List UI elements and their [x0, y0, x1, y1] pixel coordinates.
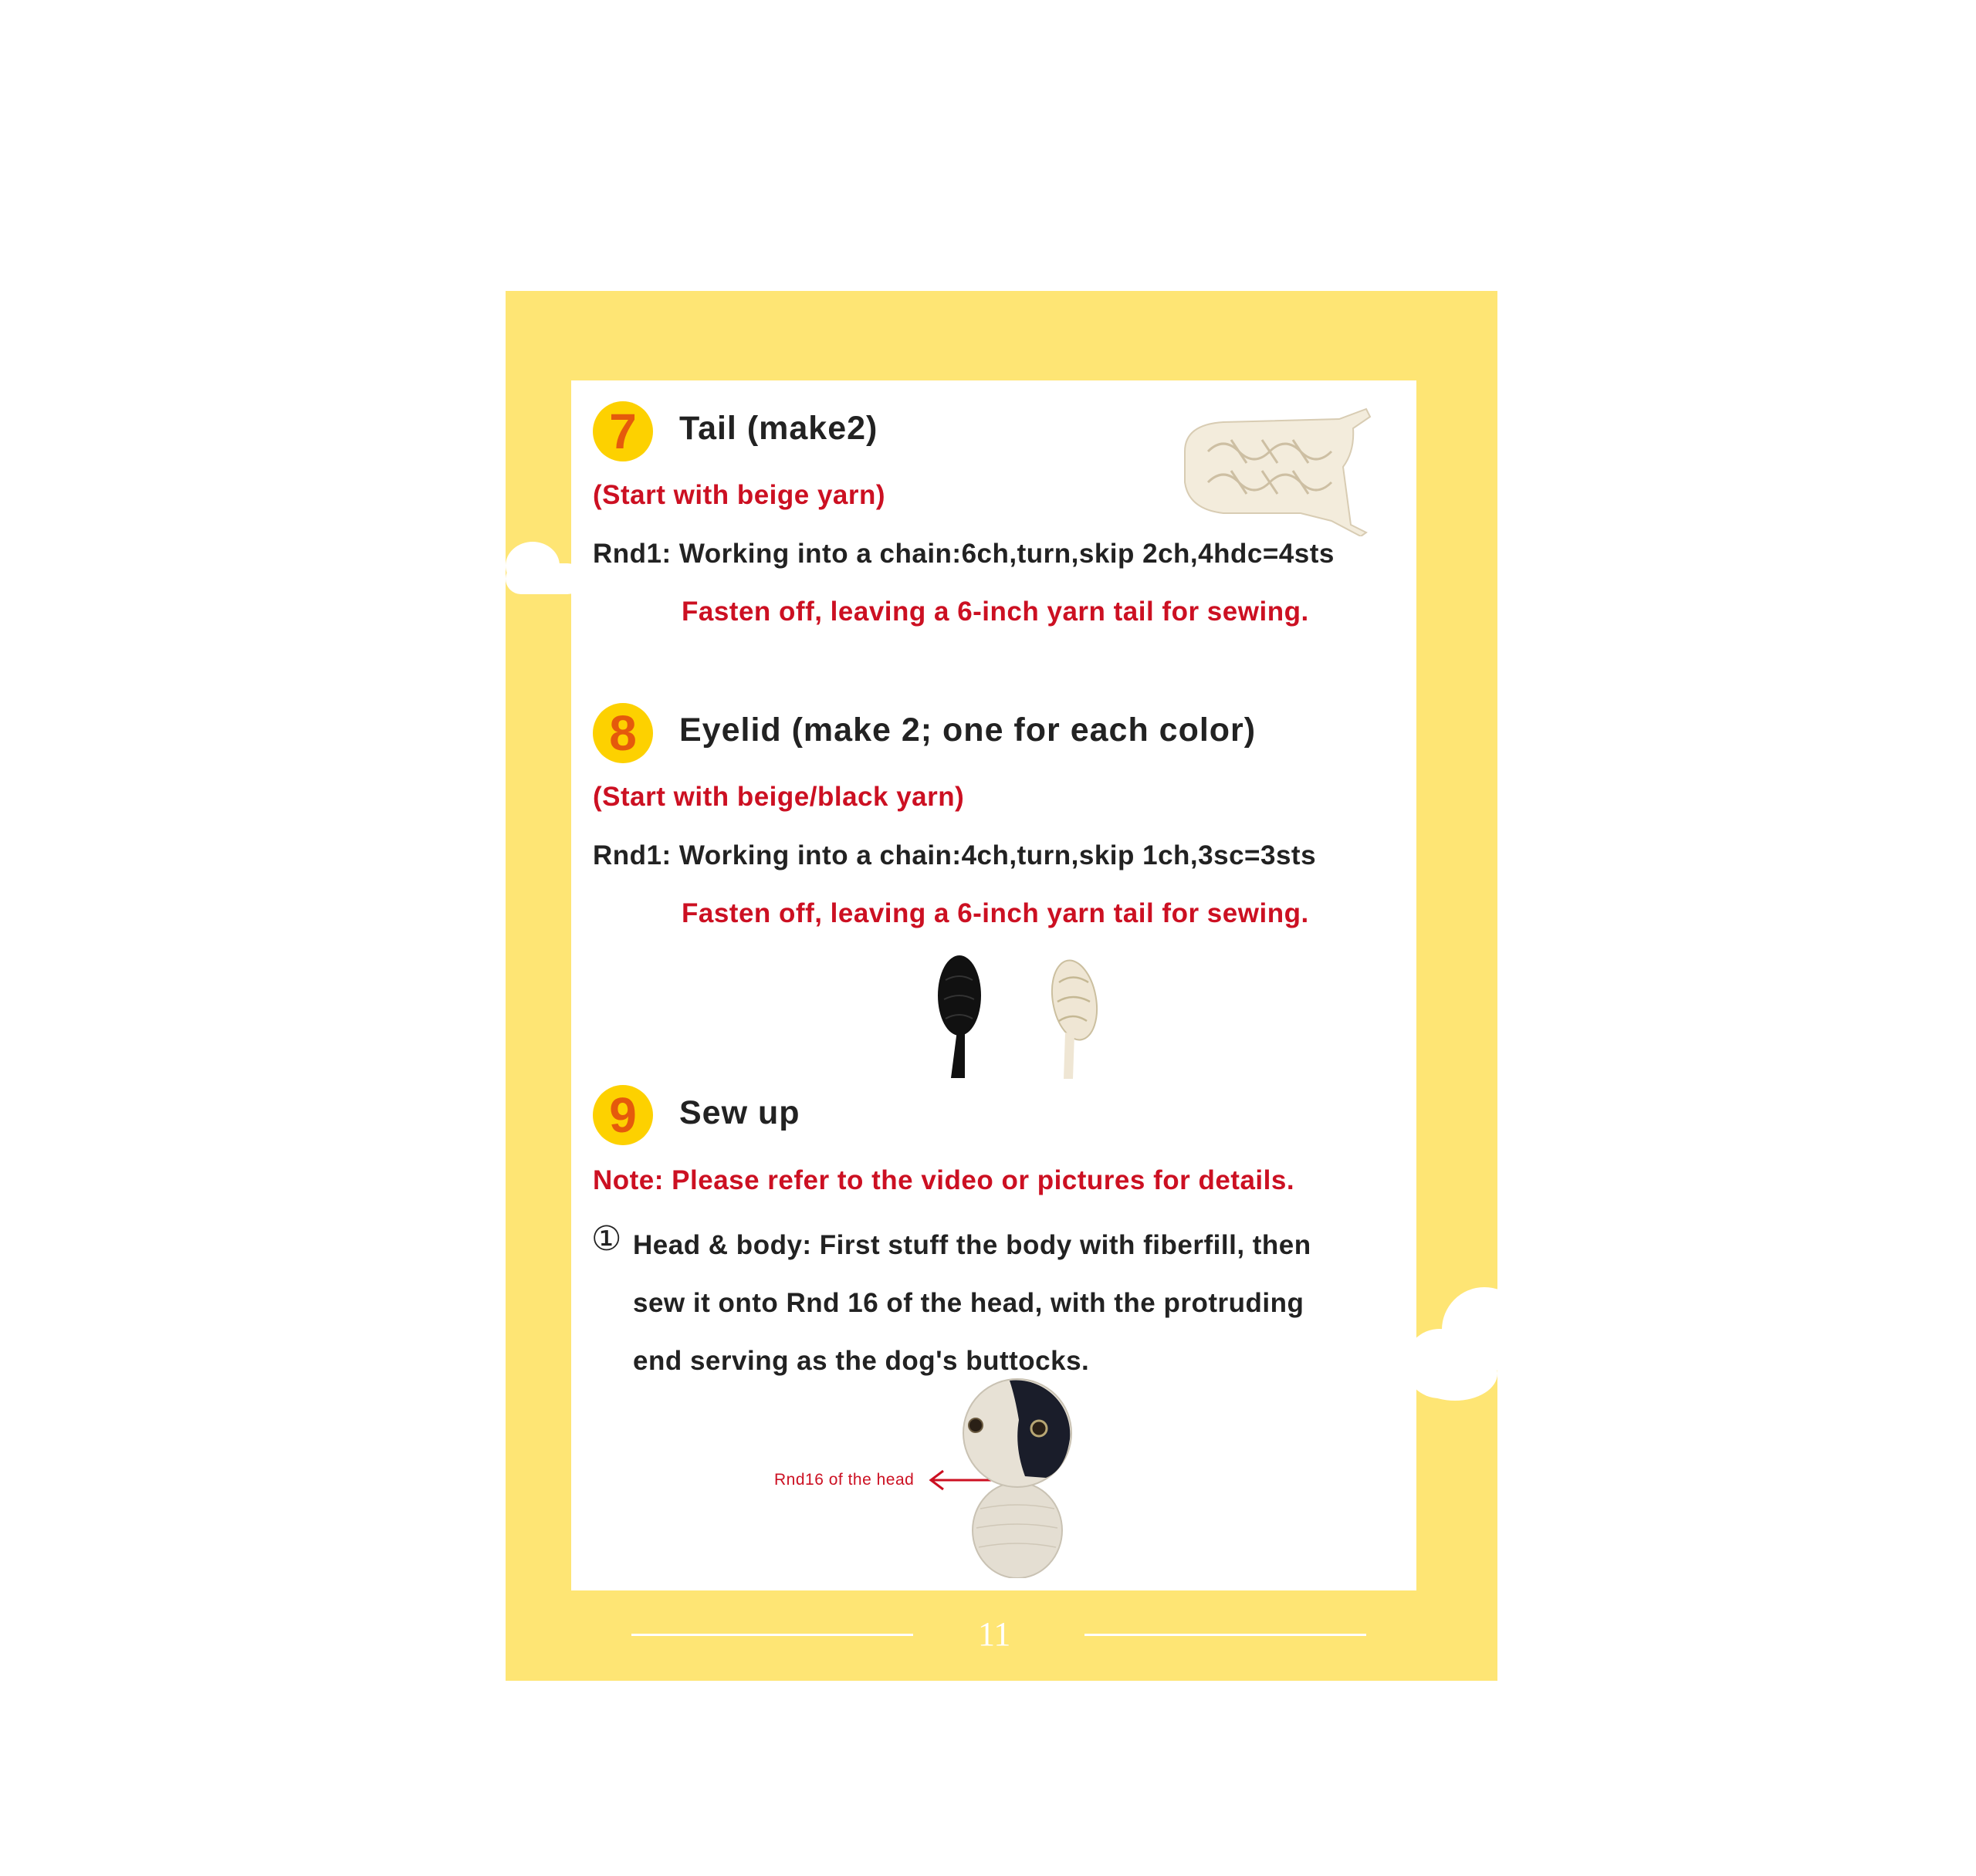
rnd1-instruction-tail: Rnd1: Working into a chain:6ch,turn,skip 2ch,4hdc=4sts	[593, 539, 1335, 569]
section-note-sew-up: Note: Please refer to the video or pictures for details.	[593, 1165, 1295, 1195]
section-note-eyelid: (Start with beige/black yarn)	[593, 782, 965, 812]
step-line-1: Head & body: First stuff the body with fiberfill, then	[633, 1230, 1311, 1260]
fasten-off-tail: Fasten off, leaving a 6-inch yarn tail for sewing.	[682, 597, 1309, 627]
tail-photo	[1177, 405, 1378, 536]
section-title-tail: Tail (make2)	[679, 410, 878, 447]
footer-rule-right	[1084, 1634, 1366, 1636]
rnd16-callout-label: Rnd16 of the head	[774, 1471, 915, 1489]
step-line-2: sew it onto Rnd 16 of the head, with the protruding	[633, 1288, 1304, 1318]
cloud-decoration-left-base	[506, 563, 583, 594]
section-note-tail: (Start with beige yarn)	[593, 480, 886, 510]
section-number-7: 7	[593, 401, 653, 461]
fasten-off-eyelid: Fasten off, leaving a 6-inch yarn tail for sewing.	[682, 898, 1309, 928]
section-title-sew-up: Sew up	[679, 1094, 800, 1131]
section-number-8: 8	[593, 703, 653, 763]
rnd1-instruction-eyelid: Rnd1: Working into a chain:4ch,turn,skip 1ch,3sc=3sts	[593, 840, 1317, 870]
step-line-3: end serving as the dog's buttocks.	[633, 1346, 1090, 1376]
page-number: 11	[978, 1615, 1011, 1653]
eyelid-beige-photo	[1042, 955, 1100, 1079]
section-title-eyelid: Eyelid (make 2; one for each color)	[679, 712, 1257, 749]
section-number-9: 9	[593, 1085, 653, 1145]
eyelid-black-photo	[934, 953, 988, 1078]
step-marker: ①	[591, 1219, 622, 1259]
cloud-decoration-right-base	[1413, 1347, 1497, 1401]
footer-rule-left	[631, 1634, 913, 1636]
dog-assembly-photo	[949, 1377, 1084, 1578]
